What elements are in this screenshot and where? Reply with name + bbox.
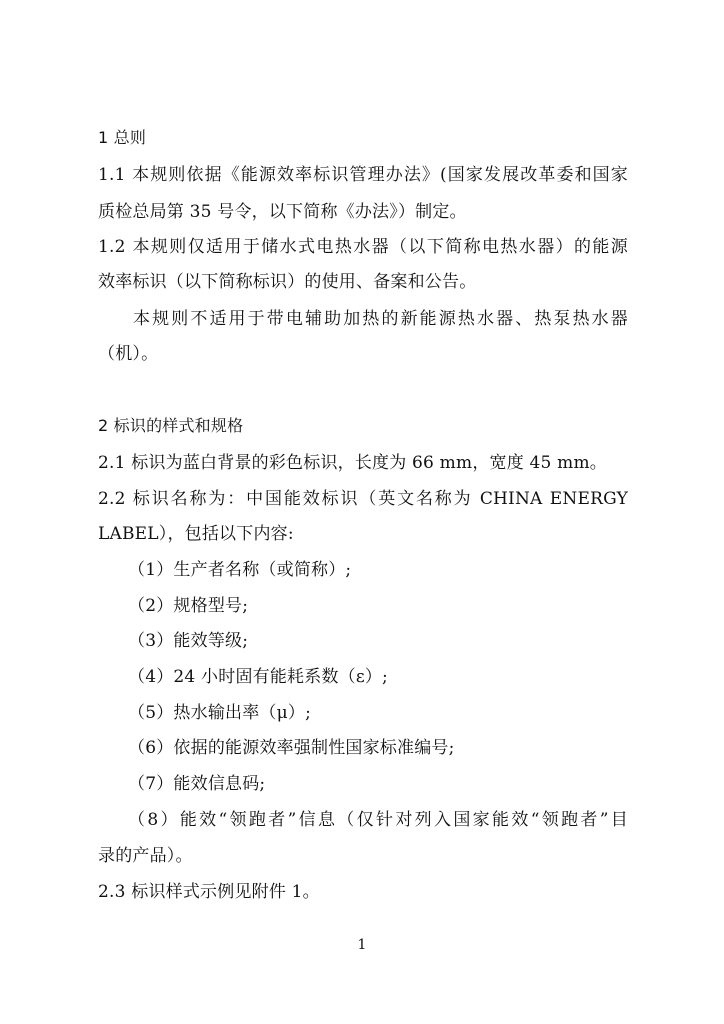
list-item-2: （2）规格型号; bbox=[128, 596, 249, 616]
paragraph-2-2-line-2: LABEL），包括以下内容: bbox=[98, 524, 294, 544]
list-item-4: （4）24 小时固有能耗系数（ε）; bbox=[128, 667, 388, 687]
paragraph-1-3-line-1: 本规则不适用于带电辅助加热的新能源热水器、热泵热水器 bbox=[133, 309, 628, 329]
page-number: 1 bbox=[357, 937, 367, 953]
section-2-heading: 2 标识的样式和规格 bbox=[98, 416, 244, 435]
list-item-6: （6）依据的能源效率强制性国家标准编号; bbox=[128, 738, 455, 758]
paragraph-1-2-line-2: 效率标识（以下简称标识）的使用、备案和公告。 bbox=[98, 272, 477, 292]
paragraph-2-3: 2.3 标识样式示例见附件 1。 bbox=[98, 882, 320, 902]
paragraph-1-2-line-1: 1.2 本规则仅适用于储水式电热水器（以下简称电热水器）的能源 bbox=[98, 237, 628, 257]
list-item-5: （5）热水输出率（μ）; bbox=[128, 703, 311, 723]
paragraph-1-1-line-1: 1.1 本规则依据《能源效率标识管理办法》(国家发展改革委和国家 bbox=[98, 165, 628, 185]
list-item-1: （1）生产者名称（或简称）; bbox=[128, 560, 352, 580]
paragraph-2-1: 2.1 标识为蓝白背景的彩色标识，长度为 66 mm，宽度 45 mm。 bbox=[98, 453, 607, 473]
paragraph-1-3-line-2: （机）。 bbox=[98, 344, 159, 364]
paragraph-2-2-line-1: 2.2 标识名称为：中国能效标识（英文名称为 CHINA ENERGY bbox=[98, 489, 628, 509]
list-item-8-line-1: （8）能效“领跑者”信息（仅针对列入国家能效“领跑者”目 bbox=[128, 810, 628, 830]
list-item-8-line-2: 录的产品）。 bbox=[98, 846, 193, 866]
list-item-7: （7）能效信息码; bbox=[128, 774, 266, 794]
list-item-3: （3）能效等级; bbox=[128, 631, 249, 651]
paragraph-1-1-line-2: 质检总局第 35 号令，以下简称《办法》）制定。 bbox=[98, 202, 467, 222]
section-1-heading: 1 总则 bbox=[98, 128, 147, 147]
